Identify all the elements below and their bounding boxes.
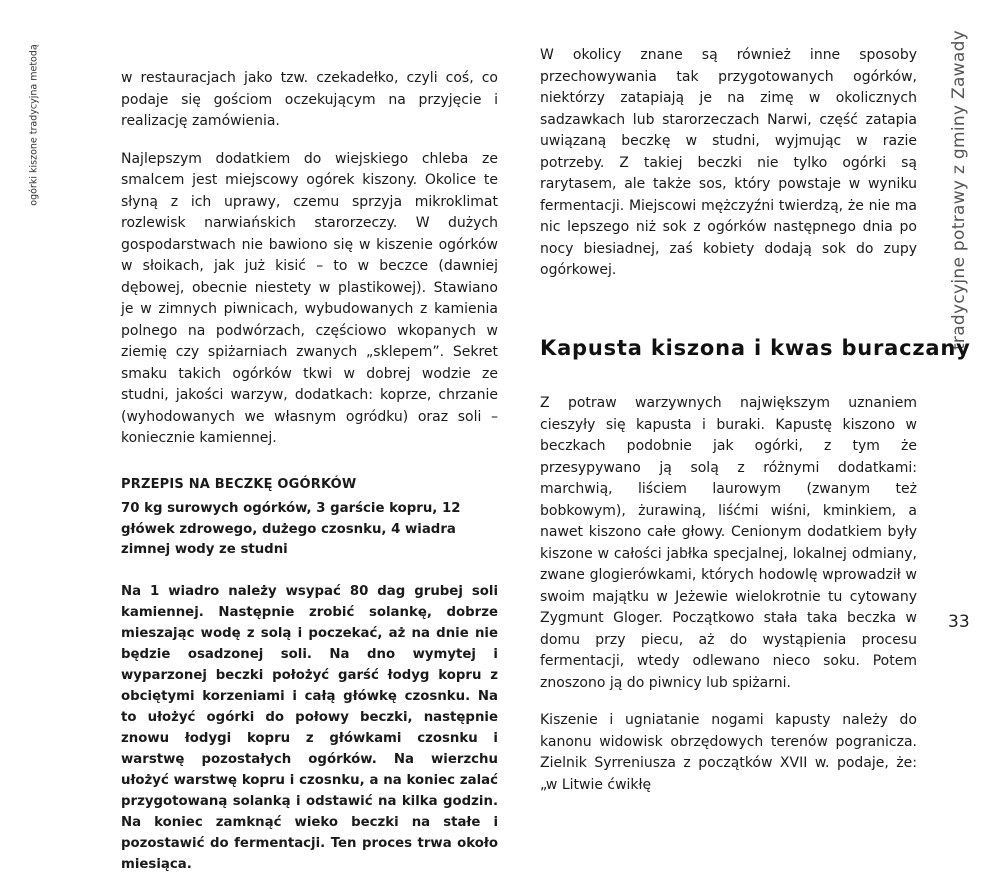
side-label-left [27, 44, 41, 206]
right-paragraph-2: Z potraw warzywnych największym uznaniem cieszyły się kapusta i buraki. Kapustę kiszono w beczkach podobnie jak ogórki, z tym że przesypywano ją solą z różnymi dodatkami: marchwią, liściem laurowym (zwanym też bobkowym), żurawiną, liśćmi wiśni, kminkiem, a nawet kiszono całe głowy. Cenionym dodatkiem były kiszone w całości jabłka specjalnej, lokalnej odmiany, zwane glogierówkami, których hodowlę wprowadził w swoim majątku w Jeżewie wielokrotnie tu cytowany Zygmunt Gloger. Początkowo stała taka beczka w domu przy piecu, aż do wystąpienia procesu fermentacji, wtedy odlewano nieco soku. Potem znoszono ją do piwnicy lub spiżarni. [540, 395, 917, 691]
side-label-left-text: ogórki kiszone tradycyjna metodą [28, 44, 40, 206]
side-label-right [944, 30, 974, 350]
left-paragraph-2: Najlepszym dodatkiem do wiejskiego chleba ze smalcem jest miejscowy ogórek kiszony. Okolice te słyną z ich uprawy, czemu sprzyja mikroklimat rozlewisk narwiańskich starorzeczy. W dużych gospodarstwach nie bawiono się w kiszenie ogórków w słoikach, jak już kisić – to w beczce (dawniej dębowej, obecnie niestety w plastikowej). Stawiano je w zimnych piwnicach, wybudowanych z kamienia polnego na podwórzach, częściowo wkopanych w ziemię czy spiżarniach zwanych „sklepem”. Sekret smaku takich ogórków tkwi w dobrej wodzie ze studni, jakości warzyw, dodatkach: koprze, chrzanie (wyhodowanych we własnym ogródku) oraz soli – koniecznie kamiennej. [121, 150, 498, 446]
section-heading: Kapusta kiszona i kwas buraczany [540, 335, 971, 360]
side-label-right-text: tradycyjne potrawy z gminy Zawady [949, 29, 969, 351]
right-paragraph-3: Kiszenie i ugniatanie nogami kapusty należy do kanonu widowisk obrzędowych terenów pogranicza. Zielnik Syrreniusza z początków XVII w. podaje, że: „w Litwie ćwikłę [540, 712, 917, 793]
recipe-text: Na 1 wiadro należy wsypać 80 dag grubej soli kamiennej. Następnie zrobić solankę, dobrze mieszając wodę z solą i poczekać, aż na dnie nie będzie osadzonej soli. Na dno wymytej i wyparzonej beczki położyć garść łodyg kopru z obciętymi korzeniami i całą główkę czosnku. Na to ułożyć ogórki do połowy beczki, następnie znowu łodygi kopru z główkami czosnku i warstwę pozostałych ogórków. Na wierzchu ułożyć warstwę kopru i czosnku, a na koniec zalać przygotowaną solanką i odstawić na kilka godzin. Na koniec zamknąć wieko beczki na stałe i pozostawić do fermentacji. Ten proces trwa około miesiąca. [121, 583, 498, 872]
left-paragraph-1: w restauracjach jako tzw. czekadełko, czyli coś, co podaje się gościom oczekującym na przyjęcie i realizację zamówienia. [121, 70, 498, 129]
left-column [121, 68, 498, 875]
page-number: 33 [948, 612, 970, 632]
recipe-ingredients: 70 kg surowych ogórków, 3 garście kopru, 12 główek zdrowego, dużego czosnku, 4 wiadra zimnej wody ze studni [121, 501, 461, 557]
recipe-heading: PRZEPIS NA BECZKĘ OGÓRKÓW [121, 476, 357, 492]
right-paragraph-1: W okolicy znane są również inne sposoby przechowywania tak przygotowanych ogórków, niektórzy zatapiają je na zimę w okolicznych sadzawkach lub starorzeczach Narwi, część zatapia uwiązaną beczkę w studni, wyjmując w razie potrzeby. Z takiej beczki nie tylko ogórki są rarytasem, ale także sos, który powstaje w wyniku fermentacji. Miejscowi mężczyźni twierdzą, że nie ma nic lepszego niż sok z ogórków następnego dnia po nocy biesiadnej, zaś kobiety dodają sok do zupy ogórkowej. [540, 47, 917, 278]
